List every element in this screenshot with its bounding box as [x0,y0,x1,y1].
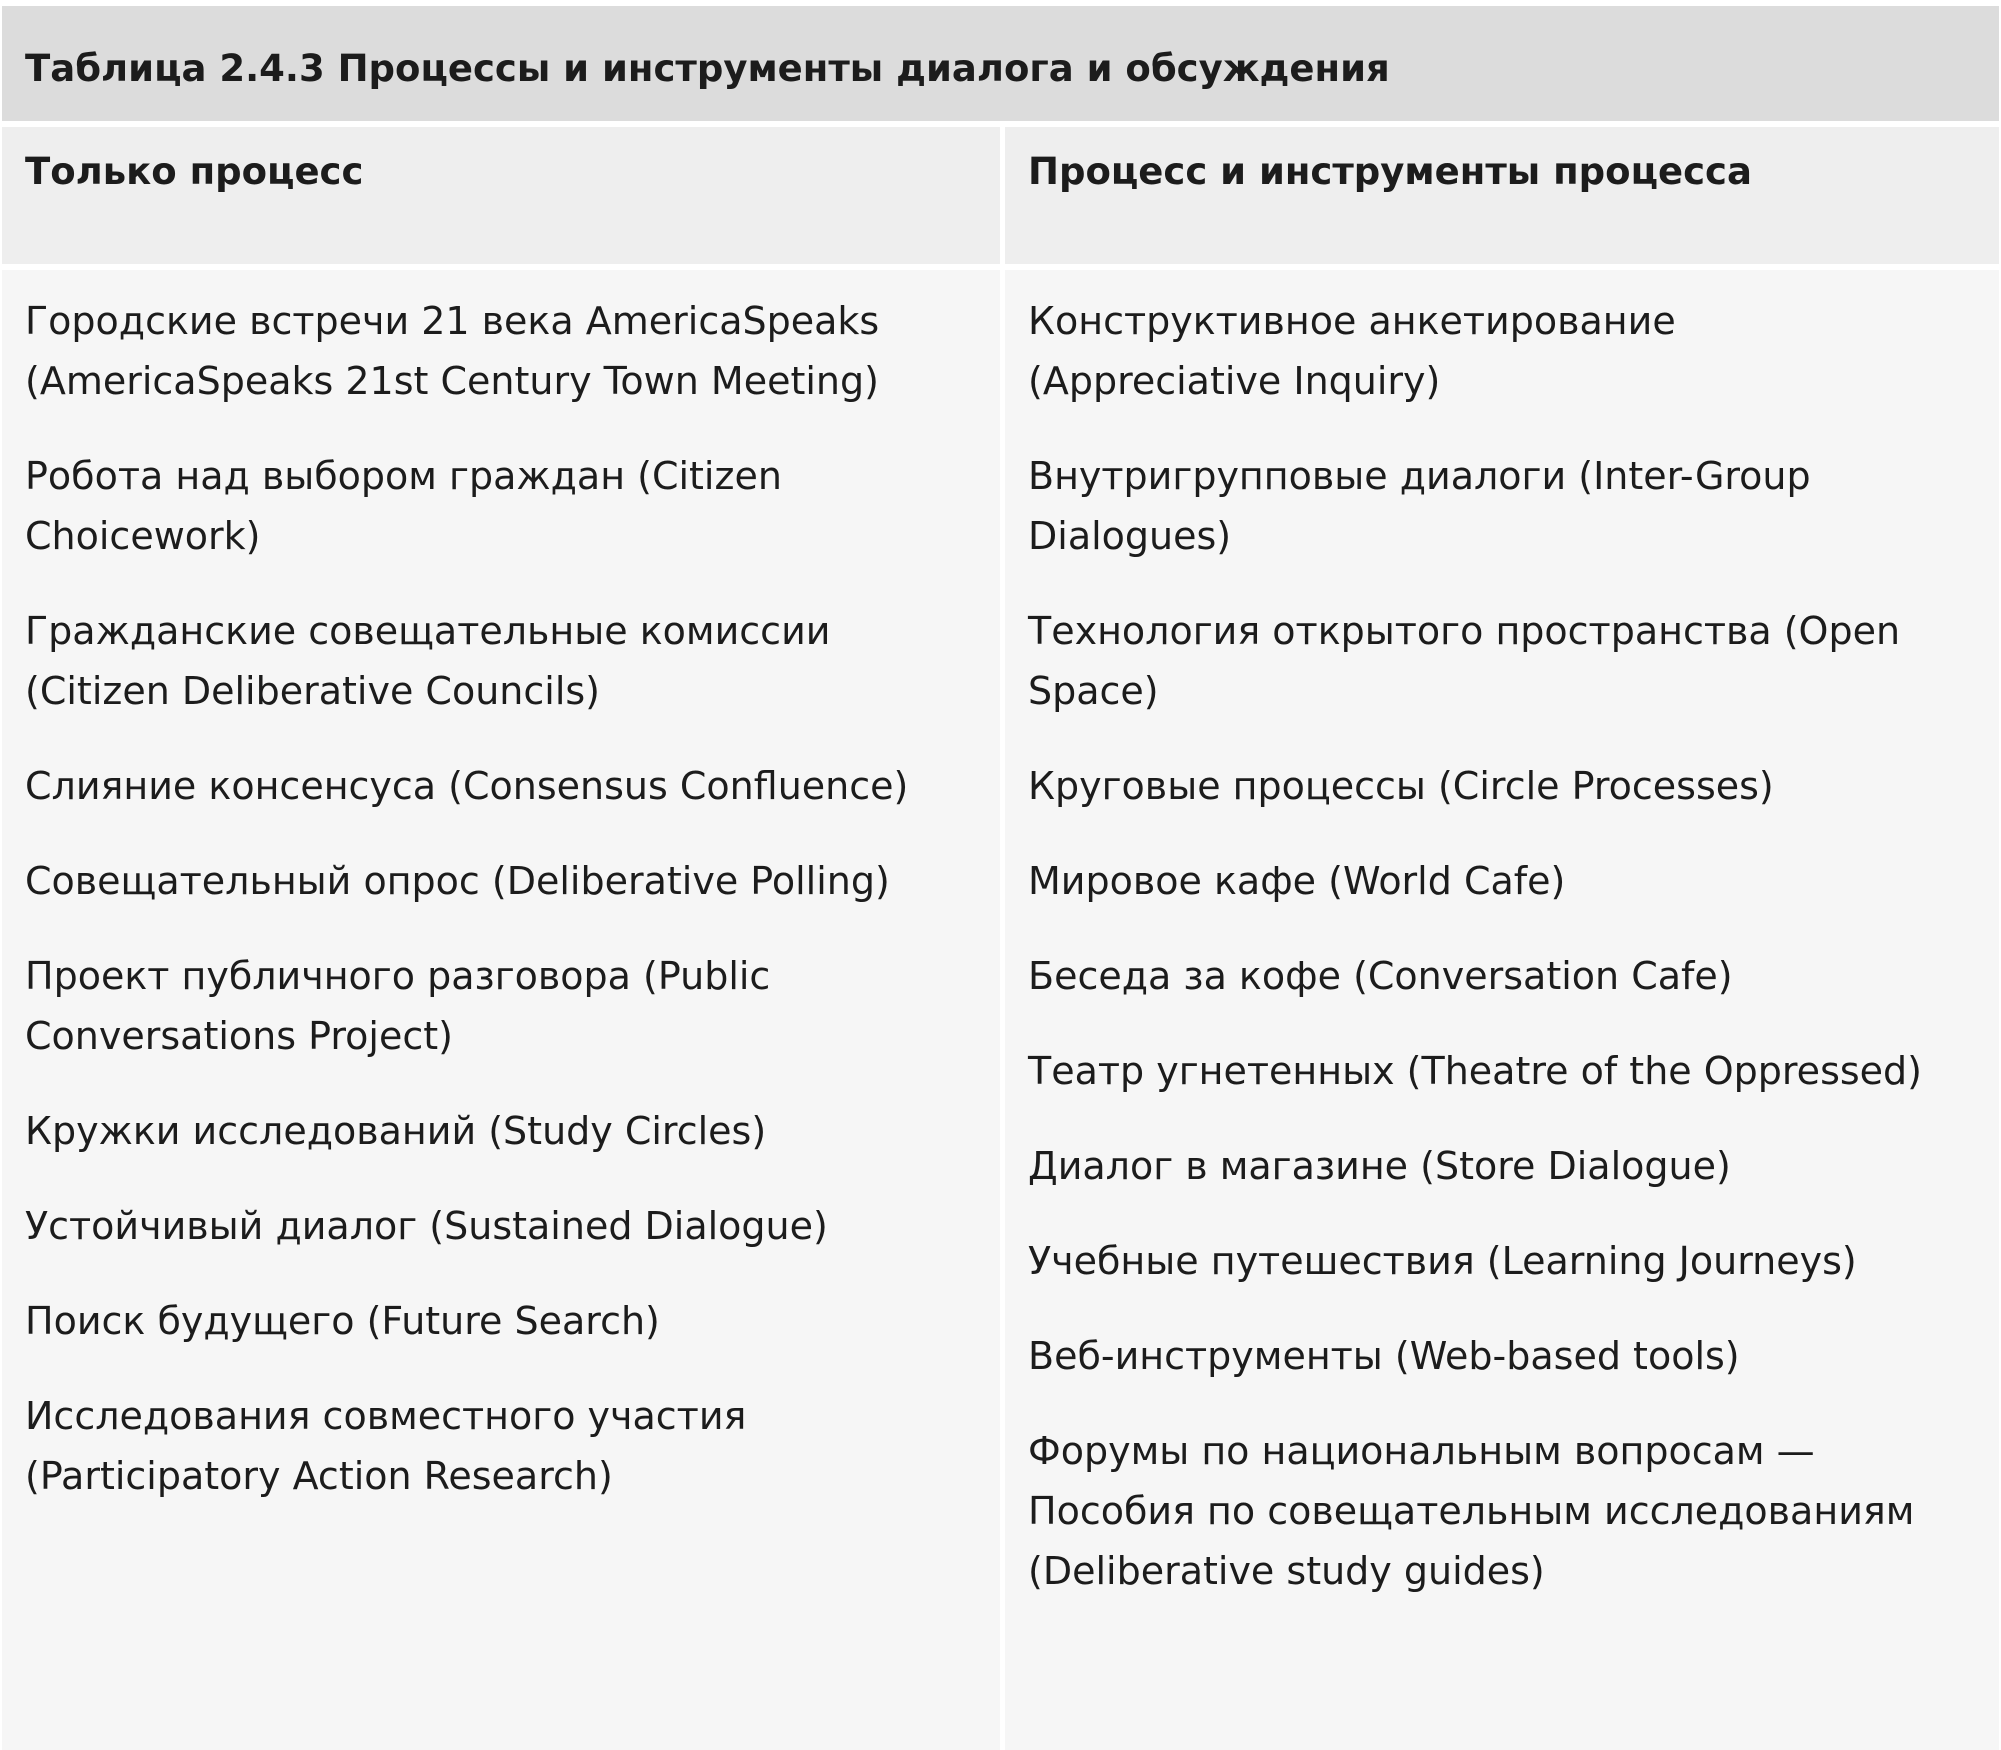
list-item: Технология открытого пространства (Open Space) [1028,609,1901,713]
list-item: Устойчивый диалог (Sustained Dialogue) [25,1204,828,1248]
list-item: Гражданские совещательные комиссии (Citizen Deliberative Councils) [25,609,831,713]
list-item: Мировое кафе (World Cafe) [1028,859,1566,903]
list-item: Совещательный опрос (Deliberative Polling) [25,859,890,903]
list-item: Театр угнетенных (Theatre of the Oppressed) [1028,1049,1922,1093]
column-body [2,270,1000,1750]
list-item: Поиск будущего (Future Search) [25,1299,660,1343]
list-item: Веб-инструменты (Web-based tools) [1028,1334,1740,1378]
list-item: Робота над выбором граждан (Citizen Choicework) [25,454,782,558]
column-header: Только процесс [2,127,1000,264]
list-item: Кружки исследований (Study Circles) [25,1109,767,1153]
list-item: Учебные путешествия (Learning Journeys) [1028,1239,1857,1283]
list-item: Круговые процессы (Circle Processes) [1028,764,1774,808]
list-item: Конструктивное анкетирование (Appreciative Inquiry) [1028,299,1676,403]
column-header: Процесс и инструменты процесса [1005,127,1999,264]
table-title: Таблица 2.4.3 Процессы и инструменты диалога и обсуждения [2,6,1999,121]
list-item: Внутригрупповые диалоги (Inter-Group Dialogues) [1028,454,1811,558]
list-item: Слияние консенсуса (Consensus Confluence) [25,764,909,808]
column-body [1005,270,1999,1750]
list-item: Исследования совместного участия (Participatory Action Research) [25,1394,747,1498]
list-item: Проект публичного разговора (Public Conversations Project) [25,954,771,1058]
list-item: Городские встречи 21 века AmericaSpeaks (AmericaSpeaks 21st Century Town Meeting) [25,299,880,403]
column-process-only [2,127,1000,1750]
column-process-and-tools [1005,127,1999,1750]
list-item: Диалог в магазине (Store Dialogue) [1028,1144,1731,1188]
data-table [2,6,1999,1750]
list-item: Беседа за кофе (Conversation Cafe) [1028,954,1733,998]
list-item: Форумы по национальным вопросам — Пособия по совещательным исследованиям (Deliberative study guides) [1028,1429,1915,1593]
